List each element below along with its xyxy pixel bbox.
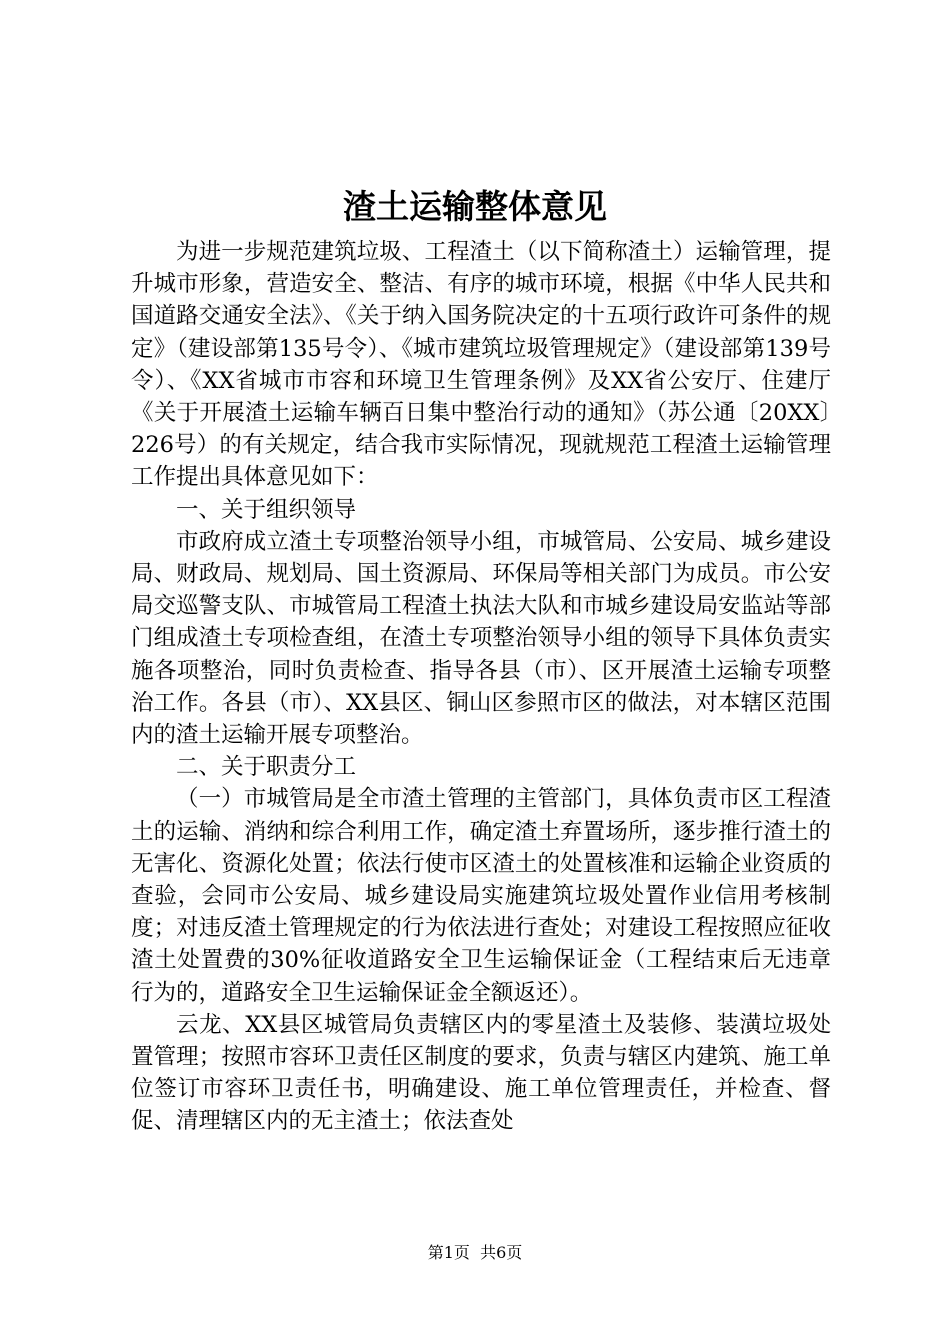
paragraph-organization: 市政府成立渣土专项整治领导小组，市城管局、公安局、城乡建设局、财政局、规划局、国土资源局、环保局等相关部门为成员。市公安局交巡警支队、市城管局工程渣土执法大队和市城乡建设局安监站等部门组成渣土专项检查组，在渣土专项整治领导小组的领导下具体负责实施各项整治，同时负责检查、指导各县（市）、区开展渣土运输专项整治工作。各县（市）、XX县区、铜山区参照市区的做法，对本辖区范围内的渣土运输开展专项整治。: [131, 528, 831, 749]
page-number: 第1页: [427, 1243, 470, 1262]
paragraph-city-management: （一）市城管局是全市渣土管理的主管部门，具体负责市区工程渣土的运输、消纳和综合利用工作，确定渣土弃置场所，逐步推行渣土的无害化、资源化处置；依法行使市区渣土的处置核准和运输企业资质的查验，会同市公安局、城乡建设局实施建筑垃圾处置作业信用考核制度；对违反渣土管理规定的行为依法进行查处；对建设工程按照应征收渣土处置费的30%征收道路安全卫生运输保证金（工程结束后无违章行为的，道路安全卫生运输保证金全额返还）。: [131, 786, 831, 1006]
section-heading-organization: 一、关于组织领导: [176, 496, 357, 523]
document-body: [131, 236, 831, 1138]
paragraph-intro: 为进一步规范建筑垃圾、工程渣土（以下简称渣土）运输管理，提升城市形象，营造安全、整洁、有序的城市环境，根据《中华人民共和国道路交通安全法》、《关于纳入国务院决定的十五项行政许可条件的规定》（建设部第135号令）、《城市建筑垃圾管理规定》（建设部第139号令）、《XX省城市市容和环境卫生管理条例》及XX省公安厅、住建厅《关于开展渣土运输车辆百日集中整治行动的通知》（苏公通〔20XX〕226号）的有关规定，结合我市实际情况，现就规范工程渣土运输管理工作提出具体意见如下：: [131, 239, 831, 491]
section-heading-responsibilities: 二、关于职责分工: [176, 754, 357, 781]
page-total: 共6页: [480, 1243, 523, 1262]
page-footer: [0, 1241, 950, 1265]
paragraph-district-management: 云龙、XX县区城管局负责辖区内的零星渣土及装修、装潢垃圾处置管理；按照市容环卫责任区制度的要求，负责与辖区内建筑、施工单位签订市容环卫责任书，明确建设、施工单位管理责任，并检查、督促、清理辖区内的无主渣土；依法查处: [131, 1011, 831, 1135]
document-title: 渣土运输整体意见: [343, 187, 607, 226]
